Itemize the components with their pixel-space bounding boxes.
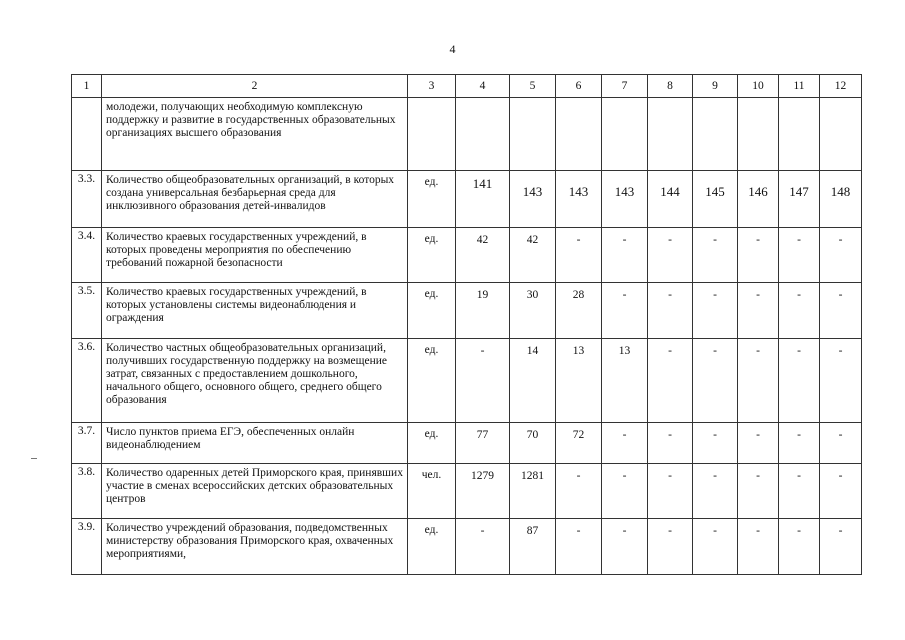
row-description: Количество учреждений образования, подведомственных министерству образования Приморского края, охваченных мероприятиями, [102, 519, 408, 575]
table-row [72, 98, 862, 171]
row-unit: ед. [408, 171, 456, 228]
row-value: - [556, 519, 602, 575]
row-value: 28 [556, 283, 602, 339]
row-description: Количество общеобразовательных организаций, в которых создана универсальная безбарьерная среда для инклюзивного образования детей-инвалидов [102, 171, 408, 228]
row-description: Количество частных общеобразовательных организаций, получивших государственную поддержку на возмещение затрат, связанных с предоставлением дошкольного, начального общего, основного общего, среднего общего образования [102, 339, 408, 423]
table-row [72, 339, 862, 423]
row-value: 30 [510, 283, 556, 339]
header-row [72, 75, 862, 98]
row-description: Количество краевых государственных учреждений, в которых проведены мероприятия по обеспечению требований пожарной безопасности [102, 228, 408, 283]
row-value: - [820, 519, 862, 575]
row-value: - [648, 519, 693, 575]
row-value: - [820, 283, 862, 339]
row-value: - [779, 464, 820, 519]
row-description: Количество одаренных детей Приморского края, принявших участие в сменах всероссийских детских образовательных центров [102, 464, 408, 519]
header-cell: 2 [102, 75, 408, 98]
row-unit: ед. [408, 339, 456, 423]
row-value: 143 [556, 171, 602, 228]
row-value: - [456, 519, 510, 575]
row-value: 1279 [456, 464, 510, 519]
table-row [72, 283, 862, 339]
row-value: 42 [456, 228, 510, 283]
header-cell: 1 [72, 75, 102, 98]
row-value: - [556, 228, 602, 283]
row-description: молодежи, получающих необходимую комплексную поддержку и развитие в государственных образовательных организациях высшего образования [102, 98, 408, 171]
row-value: 70 [510, 423, 556, 464]
row-value: 77 [456, 423, 510, 464]
row-unit: ед. [408, 283, 456, 339]
row-number [72, 98, 102, 171]
row-value: 19 [456, 283, 510, 339]
row-value: - [648, 339, 693, 423]
row-value: 13 [602, 339, 648, 423]
row-value: - [820, 228, 862, 283]
header-cell: 7 [602, 75, 648, 98]
row-value: - [820, 339, 862, 423]
row-description: Количество краевых государственных учреждений, в которых установлены системы видеонаблюдения и ограждения [102, 283, 408, 339]
header-cell: 3 [408, 75, 456, 98]
row-unit: чел. [408, 464, 456, 519]
table-row [72, 171, 862, 228]
page-number: 4 [449, 42, 456, 56]
indicators-table [71, 74, 862, 575]
row-value: - [648, 283, 693, 339]
row-value: - [693, 228, 738, 283]
header-cell: 4 [456, 75, 510, 98]
table-row [72, 423, 862, 464]
row-value: - [738, 339, 779, 423]
row-value: 14 [510, 339, 556, 423]
row-number: 3.5. [72, 283, 102, 339]
row-number: 3.3. [72, 171, 102, 228]
row-value: - [738, 519, 779, 575]
row-value: - [693, 519, 738, 575]
row-unit: ед. [408, 228, 456, 283]
row-number: 3.7. [72, 423, 102, 464]
table-row [72, 228, 862, 283]
row-unit [408, 98, 456, 171]
row-value: 72 [556, 423, 602, 464]
header-cell: 11 [779, 75, 820, 98]
row-number: 3.8. [72, 464, 102, 519]
row-value: - [602, 423, 648, 464]
row-value [510, 98, 556, 171]
row-value: - [693, 423, 738, 464]
row-value: 143 [510, 171, 556, 228]
row-value: 87 [510, 519, 556, 575]
row-value: - [693, 283, 738, 339]
row-value: - [602, 228, 648, 283]
row-value: - [779, 283, 820, 339]
row-value [602, 98, 648, 171]
row-value [693, 98, 738, 171]
table-row [72, 464, 862, 519]
row-value [456, 98, 510, 171]
row-value: 144 [648, 171, 693, 228]
row-value [648, 98, 693, 171]
header-cell: 10 [738, 75, 779, 98]
row-value: - [820, 464, 862, 519]
row-value: - [602, 283, 648, 339]
row-number: 3.4. [72, 228, 102, 283]
row-value [779, 98, 820, 171]
row-value: 146 [738, 171, 779, 228]
row-value: - [779, 339, 820, 423]
header-cell: 9 [693, 75, 738, 98]
header-cell: 12 [820, 75, 862, 98]
row-value: 13 [556, 339, 602, 423]
row-value: - [738, 228, 779, 283]
row-value: 42 [510, 228, 556, 283]
header-cell: 5 [510, 75, 556, 98]
row-value: - [738, 423, 779, 464]
row-value: - [779, 423, 820, 464]
row-value: - [779, 228, 820, 283]
row-value [820, 98, 862, 171]
row-value: - [693, 339, 738, 423]
row-value: 148 [820, 171, 862, 228]
row-value: 143 [602, 171, 648, 228]
row-value: - [602, 464, 648, 519]
row-value: - [556, 464, 602, 519]
row-value: - [693, 464, 738, 519]
row-value: - [648, 423, 693, 464]
row-value: 145 [693, 171, 738, 228]
row-number: 3.9. [72, 519, 102, 575]
row-value: 147 [779, 171, 820, 228]
row-value: - [456, 339, 510, 423]
row-value: - [738, 464, 779, 519]
header-cell: 8 [648, 75, 693, 98]
row-value [738, 98, 779, 171]
margin-mark [31, 458, 37, 459]
row-value: 1281 [510, 464, 556, 519]
row-value [556, 98, 602, 171]
row-value: - [779, 519, 820, 575]
row-value: 141 [456, 171, 510, 228]
row-value: - [602, 519, 648, 575]
row-unit: ед. [408, 423, 456, 464]
row-value: - [820, 423, 862, 464]
row-value: - [648, 228, 693, 283]
header-cell: 6 [556, 75, 602, 98]
row-value: - [648, 464, 693, 519]
row-value: - [738, 283, 779, 339]
table-row [72, 519, 862, 575]
row-description: Число пунктов приема ЕГЭ, обеспеченных онлайн видеонаблюдением [102, 423, 408, 464]
row-number: 3.6. [72, 339, 102, 423]
row-unit: ед. [408, 519, 456, 575]
